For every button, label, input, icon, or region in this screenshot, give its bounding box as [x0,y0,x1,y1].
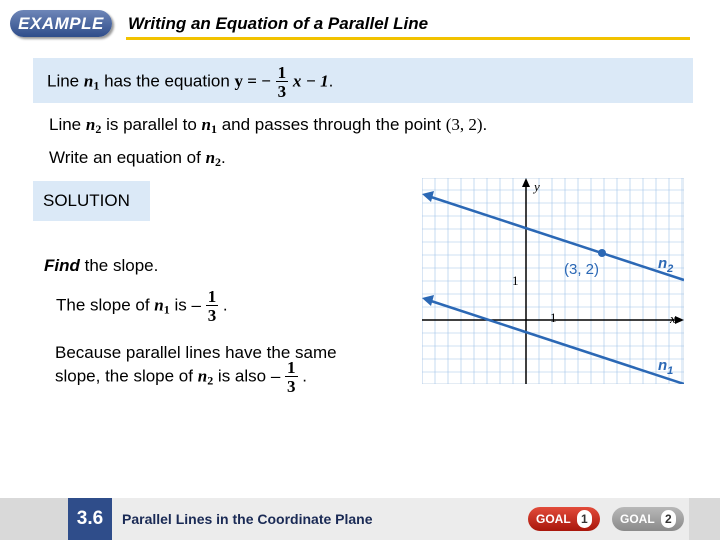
text-is-also: is also [213,366,271,386]
coordinate-graph [422,178,684,384]
text-slope-of: slope, the slope of [55,366,198,386]
goal-1-label: GOAL [536,512,571,526]
slope-n1-line [56,288,228,324]
page-title: Writing an Equation of a Parallel Line [128,14,429,33]
sub-1: 1 [210,122,217,136]
line-n2-label-sub: 2 [667,263,674,275]
var-n: n [197,366,208,386]
y-tick-label: 1 [512,273,519,288]
because-line-a: Because parallel lines have the same [55,343,337,362]
slope-fraction-num: 1 [287,358,296,377]
because-line-b [55,359,307,395]
slope-fraction [206,288,219,324]
text-line: Line [49,115,86,134]
step-find-slope [44,256,158,276]
var-n: n [85,115,96,134]
sub-2: 2 [95,122,102,136]
sub-2: 2 [215,155,222,169]
example-badge [10,10,112,37]
lesson-title: Parallel Lines in the Coordinate Plane [122,511,373,527]
title-underline [126,37,690,40]
goal-1-number: 1 [577,510,592,528]
x-axis-label: x [670,311,676,326]
line-n2-label-var: n [658,255,668,272]
text-slope-of: The slope of [56,295,155,315]
slope-fraction-den: 3 [207,306,217,325]
parallel-statement [49,115,487,137]
point-label: (3, 2) [564,261,600,278]
solution-label: SOLUTION [43,191,130,210]
text-parallel: is parallel to [101,115,202,134]
step-rest: the slope. [79,256,159,275]
eq-period: . [328,71,334,91]
text-has-equation: has the equation [99,71,235,91]
sub-1: 1 [93,78,100,93]
sub-2: 2 [207,373,214,388]
goal-2-label: GOAL [620,512,655,526]
minus-sign: – [191,295,201,315]
eq-fraction [276,64,289,100]
eq-fraction-den: 3 [277,82,287,101]
example-badge-label: EXAMPLE [18,13,104,33]
point-3-2 [598,249,606,257]
eq-fraction-num: 1 [277,63,287,82]
sub-1: 1 [163,302,170,317]
line-n1-label-var: n [658,357,668,374]
slope-fraction [285,359,298,395]
period: . [222,295,228,315]
lesson-number: 3.6 [68,498,112,540]
task-statement [49,148,226,170]
text-write-equation: Write an equation of [49,148,206,167]
y-axis-label: y [534,179,540,194]
minus-sign: – [270,366,281,386]
eq-lhs: y = − [234,71,271,91]
line-n1-label-sub: 1 [667,365,674,377]
x-tick-label: 1 [550,310,557,325]
step-emphasis: Find [44,256,80,275]
goal-2-number: 2 [661,510,676,528]
eq-rhs: x − 1 [292,71,329,91]
point-text: (3, 2) [445,115,483,134]
goal-1-button[interactable] [528,507,600,531]
period: . [302,366,307,386]
goal-2-button[interactable] [612,507,684,531]
text-is: is [169,295,192,315]
var-n: n [201,115,211,134]
period: . [221,148,226,167]
var-n: n [205,148,216,167]
text-passes-through: and passes through the point [216,115,446,134]
var-n: n [83,71,94,91]
period: . [482,115,488,134]
slope-fraction-den: 3 [287,377,296,396]
text-line: Line [47,71,84,91]
solution-label-box [33,181,150,221]
given-equation-line [47,64,333,100]
var-n: n [154,295,164,315]
slope-fraction-num: 1 [207,287,217,306]
